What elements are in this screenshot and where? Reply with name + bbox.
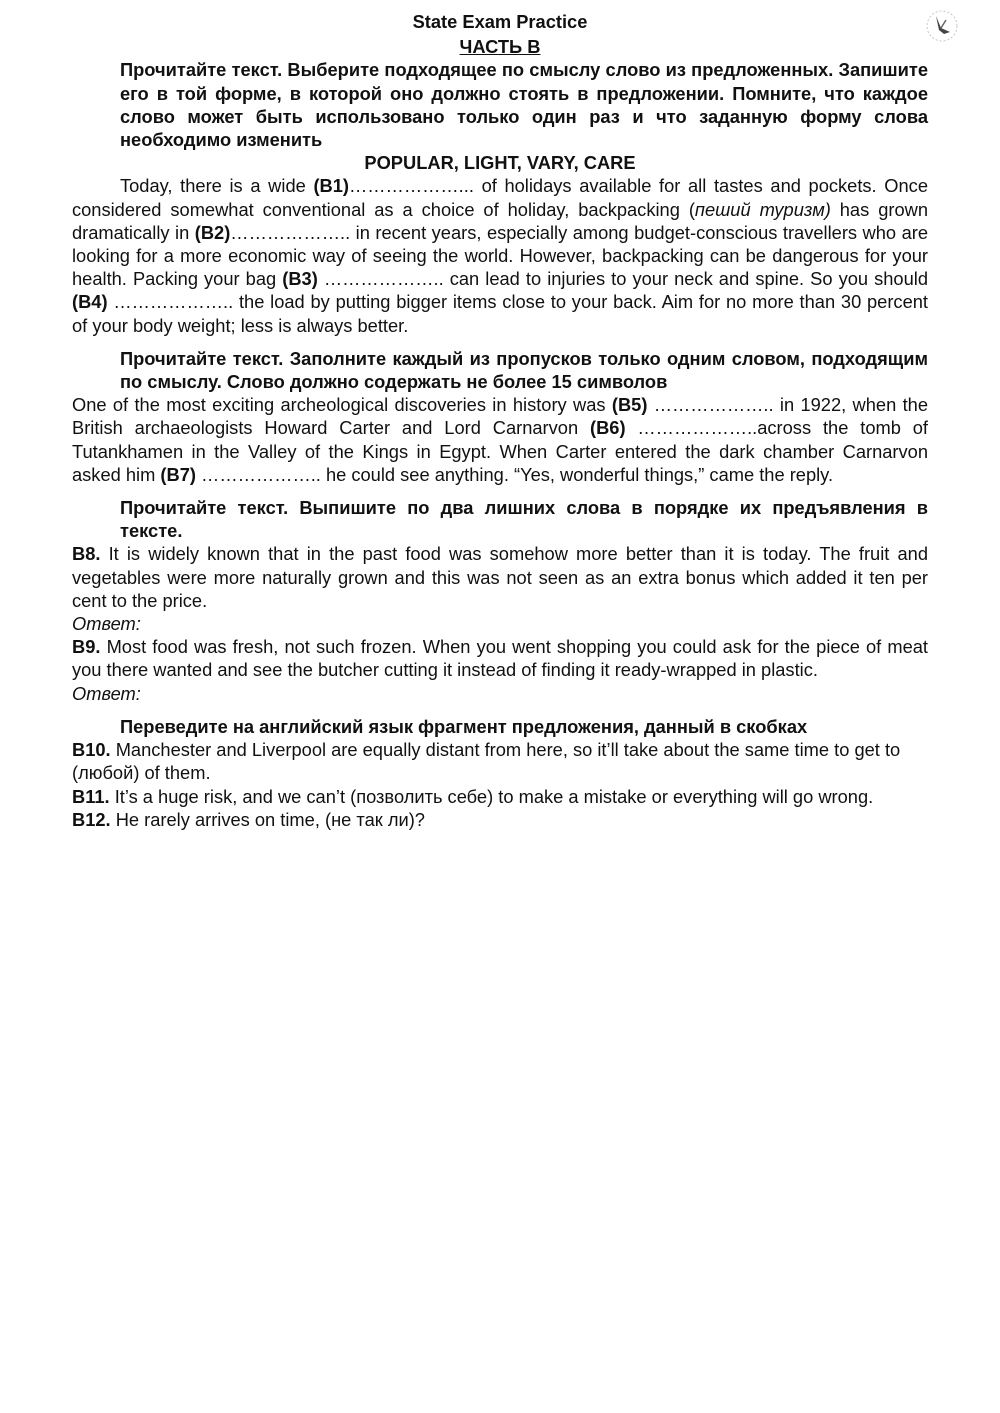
gap-label: (B6) bbox=[589, 417, 626, 439]
text: ……………….. the load by putting bigger items close to your back. Aim for no more than 30 percent of your body weight; less is always better. bbox=[72, 291, 928, 336]
text: ………………..across the tomb of Tutankhamen in the Valley of the Kings in Egypt. When Carter entered the dark chamber Carnarvon asked him bbox=[72, 417, 928, 485]
task-text: Manchester and Liverpool are equally distant from here, so it’ll take about the same time to get to (любой) of them. bbox=[72, 739, 901, 784]
section2-instruction: Прочитайте текст. Заполните каждый из пропусков только одним словом, подходящим по смыслу. Слово должно содержать не более 15 символов bbox=[120, 347, 928, 393]
text: One of the most exciting archeological discoveries in history was bbox=[72, 394, 612, 416]
gap-label: (B4) bbox=[72, 291, 108, 313]
text: ……………….. in recent years, especially among budget-conscious travellers who are looking for a more economic way of seeing the world. However, backpacking can be dangerous for your health. Packing your bag bbox=[72, 221, 928, 290]
text: Today, there is a wide bbox=[120, 175, 314, 197]
text: ……………….. can lead to injuries to your neck and spine. So you should bbox=[317, 268, 928, 290]
answer-label-text: Ответ: bbox=[72, 613, 141, 635]
section1-instruction: Прочитайте текст. Выберите подходящее по смыслу слово из предложенных. Запишите его в той форме, в которой оно должно стоять в предложении. Помните, что каждое слово может быть использовано только один раз и что заданную форму слова необходимо изменить bbox=[120, 59, 928, 151]
task-b8 bbox=[72, 542, 928, 612]
task-b11 bbox=[72, 785, 928, 808]
answer-label bbox=[72, 612, 928, 635]
section3-instruction: Прочитайте текст. Выпишите по два лишних слова в порядке их предъявления в тексте. bbox=[120, 497, 928, 542]
gap-label: (B3) bbox=[282, 268, 318, 290]
section2-text bbox=[72, 393, 928, 486]
bird-logo-icon bbox=[924, 8, 960, 44]
task-b10 bbox=[72, 738, 928, 784]
task-label: B11. bbox=[72, 785, 110, 807]
task-label: B12. bbox=[72, 808, 111, 830]
text: ………………... of holidays available for all tastes and pockets. Once considered somewhat conventional as a choice of holiday, backpacking ( bbox=[72, 175, 928, 220]
task-text: It is widely known that in the past food was somehow more better than it is today. The fruit and vegetables were more naturally grown and this was not seen as an extra bonus which added it ten per cent to the price. bbox=[72, 543, 928, 611]
task-text: It’s a huge risk, and we can’t (позволить себе) to make a mistake or everything will go wrong. bbox=[109, 785, 874, 807]
gap-label: (B2) bbox=[194, 221, 231, 243]
text: ……………….. he could see anything. “Yes, wonderful things,” came the reply. bbox=[195, 463, 834, 485]
section1-text bbox=[72, 174, 928, 336]
task-b9 bbox=[72, 635, 928, 681]
task-label: B8. bbox=[72, 543, 101, 565]
task-b12 bbox=[72, 808, 928, 831]
section4-instruction: Переведите на английский язык фрагмент предложения, данный в скобках bbox=[120, 715, 808, 737]
page-title: State Exam Practice bbox=[412, 11, 588, 32]
task-label: B10. bbox=[72, 739, 111, 761]
italic-text: пеший туризм) bbox=[694, 198, 831, 220]
word-list: POPULAR, LIGHT, VARY, CARE bbox=[364, 152, 636, 174]
gap-label: (B1) bbox=[313, 175, 349, 197]
text: ……………….. in 1922, when the British archaeologists Howard Carter and Lord Carnarvon bbox=[72, 394, 928, 439]
part-heading: ЧАСТЬ В bbox=[459, 36, 541, 58]
task-text: Most food was fresh, not such frozen. When you went shopping you could ask for the piece of meat you there wanted and see the butcher cutting it instead of finding it ready-wrapped in plastic. bbox=[72, 636, 928, 681]
answer-label bbox=[72, 682, 928, 705]
gap-label: (B7) bbox=[160, 463, 196, 485]
answer-label-text: Ответ: bbox=[72, 682, 141, 704]
gap-label: (B5) bbox=[611, 394, 648, 416]
text: has grown dramatically in bbox=[72, 198, 928, 243]
task-label: B9. bbox=[72, 636, 101, 658]
document-page bbox=[72, 10, 928, 831]
task-text: He rarely arrives on time, (не так ли)? bbox=[110, 808, 425, 830]
